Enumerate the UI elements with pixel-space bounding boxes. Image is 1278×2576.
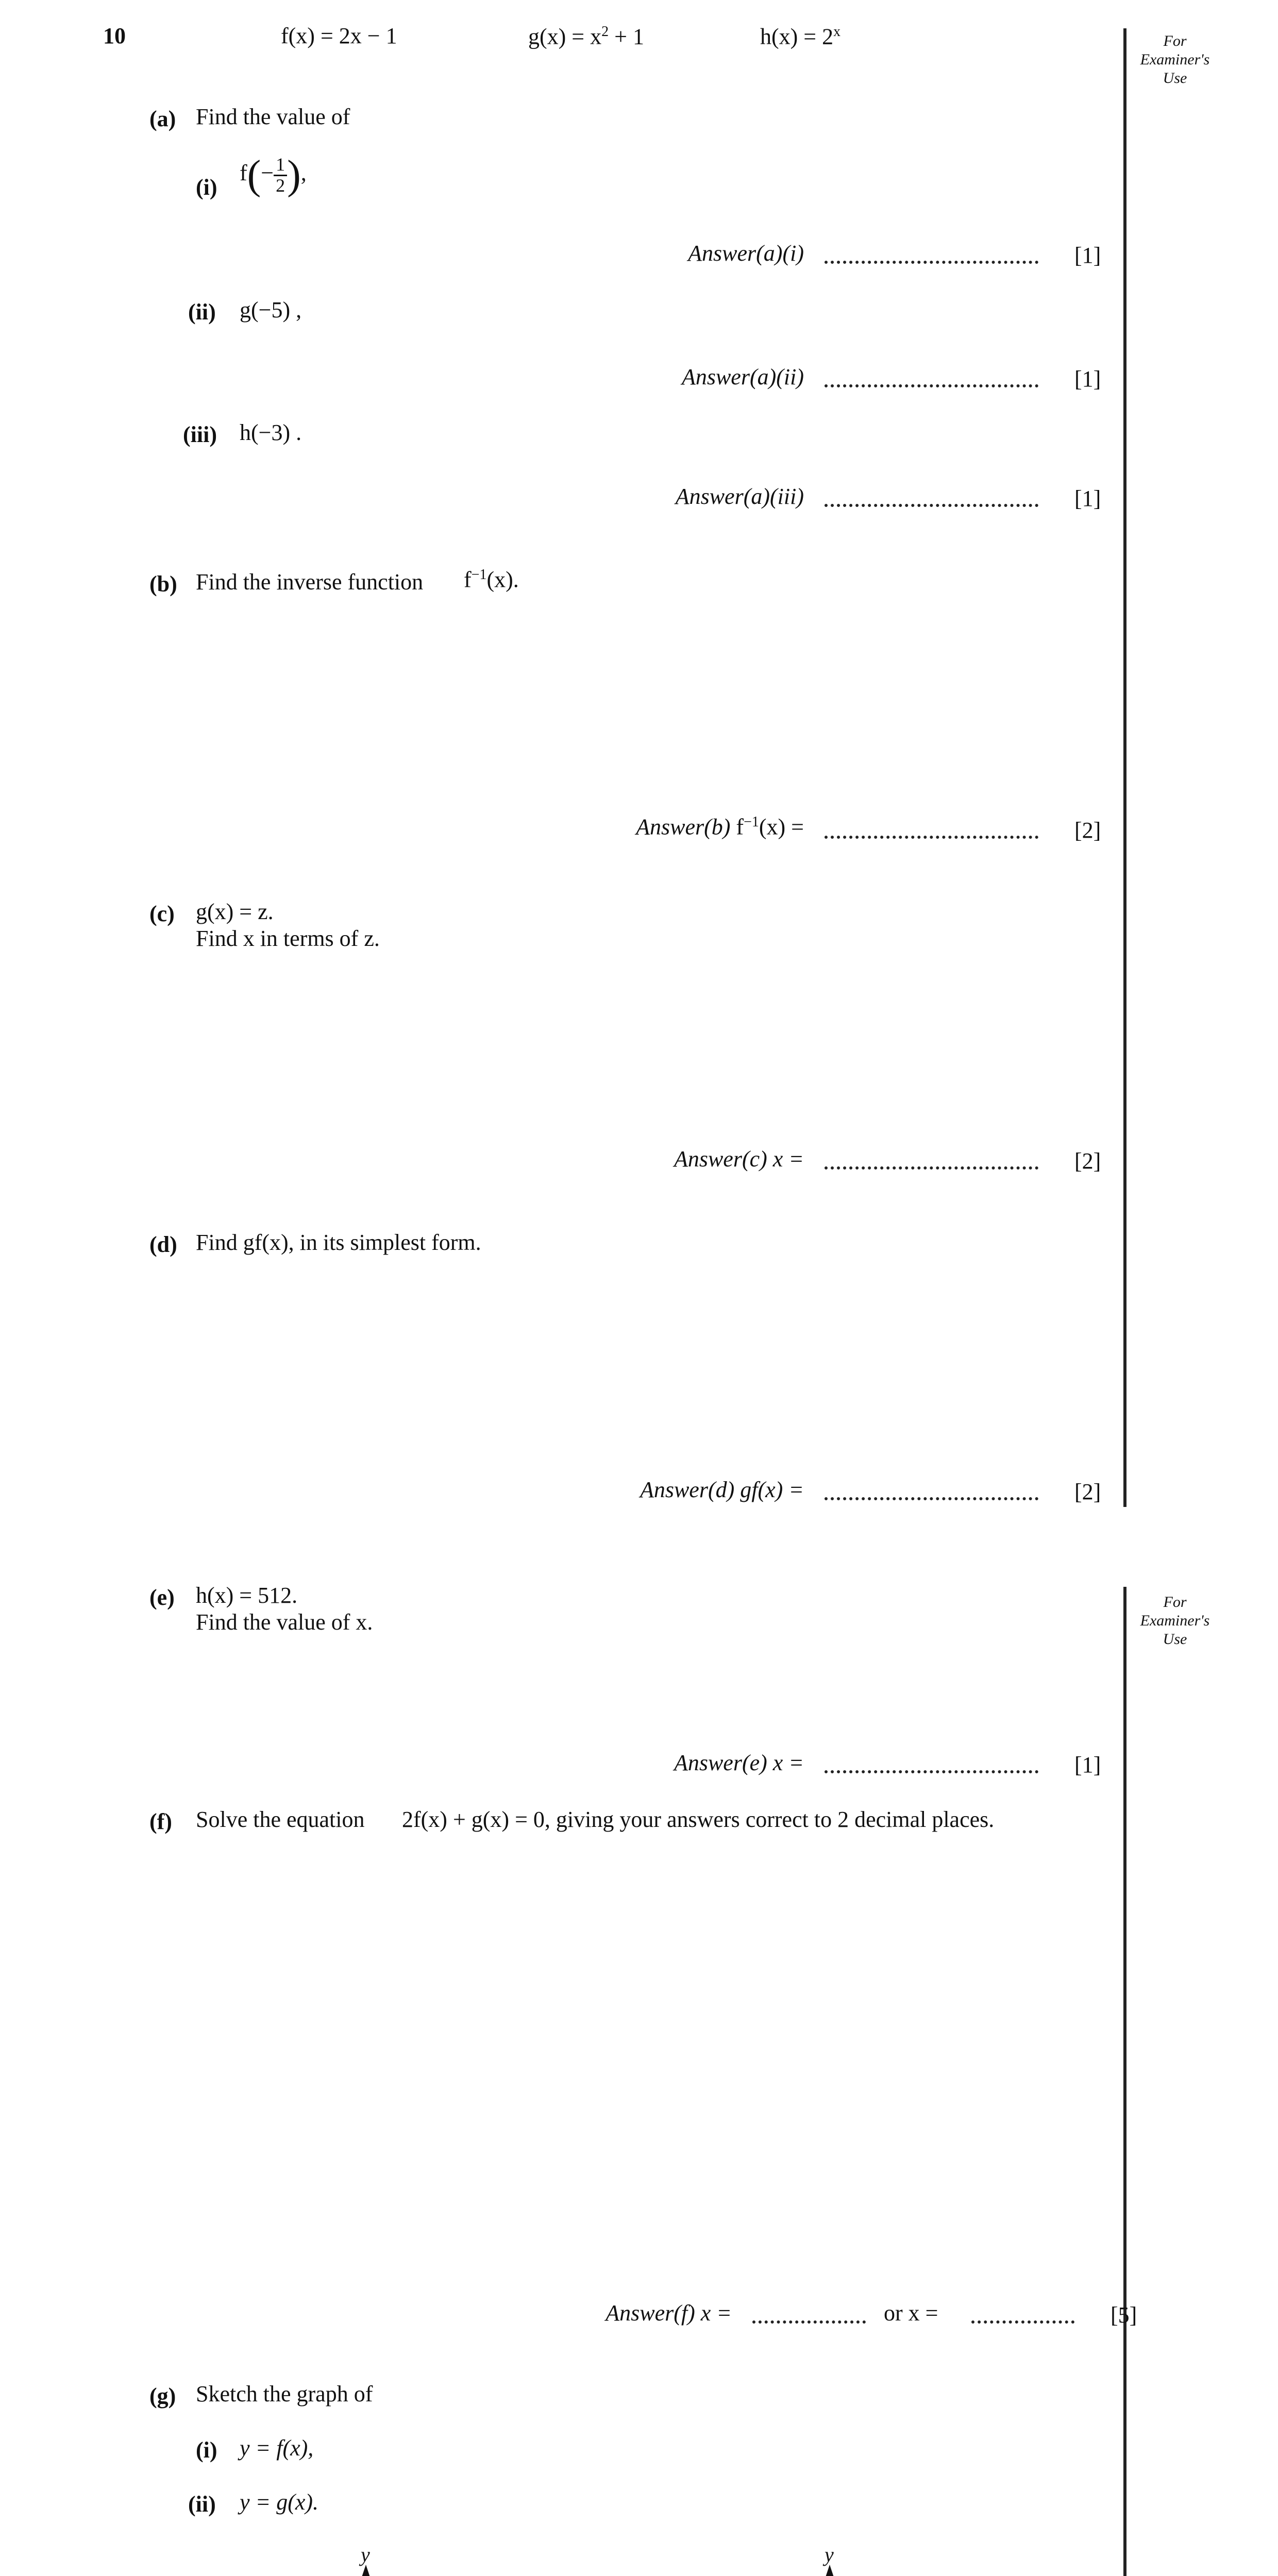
mark-d: [2] — [1074, 1479, 1101, 1504]
mark-e: [1] — [1074, 1752, 1101, 1777]
part-d-text: Find gf(x), in its simplest form. — [196, 1230, 481, 1255]
answer-c-label: Answer(c) x = — [674, 1146, 804, 1172]
part-g-i-label: (i) — [196, 2437, 217, 2463]
mark-a-ii: [1] — [1074, 366, 1101, 392]
answer-a-ii-label: Answer(a)(ii) — [681, 364, 804, 389]
answer-a-iii-label: Answer(a)(iii) — [675, 484, 804, 509]
part-a-iii-label: (iii) — [183, 422, 217, 447]
examiner-margin-line — [1123, 28, 1126, 1507]
answer-e-label: Answer(e) x = — [674, 1750, 804, 1775]
part-b-label: (b) — [149, 571, 177, 597]
part-e-label: (e) — [149, 1585, 175, 1610]
mark-f: [5] — [1111, 2302, 1137, 2328]
mark-a-iii: [1] — [1074, 486, 1101, 511]
examiner-margin-line-2 — [1123, 1587, 1126, 2576]
part-f-label: (f) — [149, 1809, 172, 1834]
part-f-text: Solve the equation — [196, 1807, 365, 1832]
answer-c-field[interactable] — [825, 1166, 1038, 1170]
answer-d-field[interactable] — [825, 1497, 1038, 1500]
function-g: $g(x) = x^2 + 1$ — [528, 24, 644, 49]
answer-a-ii-field[interactable] — [825, 384, 1038, 387]
part-c-line1: g(x) = z. — [196, 899, 274, 924]
mark-a-i: [1] — [1074, 243, 1101, 268]
part-c-line2: Find x in terms of z. — [196, 926, 380, 951]
part-b-expression: $f^{-1}(x)$. — [464, 567, 519, 592]
part-a-ii-label: (ii) — [188, 299, 216, 325]
question-number: 10 — [103, 23, 126, 48]
part-b-text: Find the inverse function — [196, 569, 424, 595]
mark-b: [2] — [1074, 818, 1101, 843]
answer-d-label: Answer(d) gf(x) = — [640, 1477, 804, 1502]
part-e-line1: h(x) = 512. — [196, 1583, 298, 1608]
part-g-ii-label: (ii) — [188, 2492, 216, 2517]
examiner-use-label-2: For Examiner's Use — [1140, 1594, 1210, 1648]
answer-b-field[interactable] — [825, 836, 1038, 839]
part-a-iii-expression: h(−3) . — [240, 420, 302, 445]
graph-2-y-label: y — [825, 2543, 834, 2566]
examiner-use-label: For Examiner's Use — [1140, 32, 1210, 87]
graph-2-axes[interactable] — [603, 2545, 1067, 2576]
answer-f-field-2[interactable] — [971, 2320, 1074, 2324]
part-g-label: (g) — [149, 2383, 176, 2409]
part-a-label: (a) — [149, 106, 176, 131]
answer-b-label: Answer(b) $f^{-1}(x)$ = — [636, 814, 804, 840]
answer-f-label: Answer(f) x = — [606, 2300, 732, 2326]
function-f: f(x) = 2x − 1 — [281, 23, 397, 48]
part-e-line2: Find the value of x. — [196, 1609, 373, 1635]
part-g-ii-expression: y = g(x). — [240, 2489, 319, 2515]
graph-1-y-label: y — [361, 2543, 370, 2566]
part-a-i-expression: f(− $\frac{1}{2}$ ), — [240, 152, 307, 198]
part-a-text: Find the value of — [196, 104, 350, 129]
answer-a-i-field[interactable] — [825, 261, 1038, 264]
part-a-i-label: (i) — [196, 175, 217, 200]
part-g-i-expression: y = f(x), — [240, 2435, 314, 2461]
graph-1-axes[interactable] — [139, 2545, 603, 2576]
answer-f-field-1[interactable] — [752, 2320, 866, 2324]
answer-f-or-label: or x = — [884, 2300, 938, 2326]
part-a-ii-expression: g(−5) , — [240, 297, 302, 323]
mark-c: [2] — [1074, 1148, 1101, 1174]
part-f-equation: 2f(x) + g(x) = 0, giving your answers correct to 2 decimal places. — [402, 1807, 995, 1832]
part-d-label: (d) — [149, 1232, 177, 1257]
answer-a-i-label: Answer(a)(i) — [688, 241, 804, 266]
answer-a-iii-field[interactable] — [825, 504, 1038, 507]
part-c-label: (c) — [149, 901, 175, 926]
function-h: $h(x) = 2^x$ — [760, 24, 841, 49]
part-g-text: Sketch the graph of — [196, 2381, 373, 2406]
answer-e-field[interactable] — [825, 1770, 1038, 1773]
